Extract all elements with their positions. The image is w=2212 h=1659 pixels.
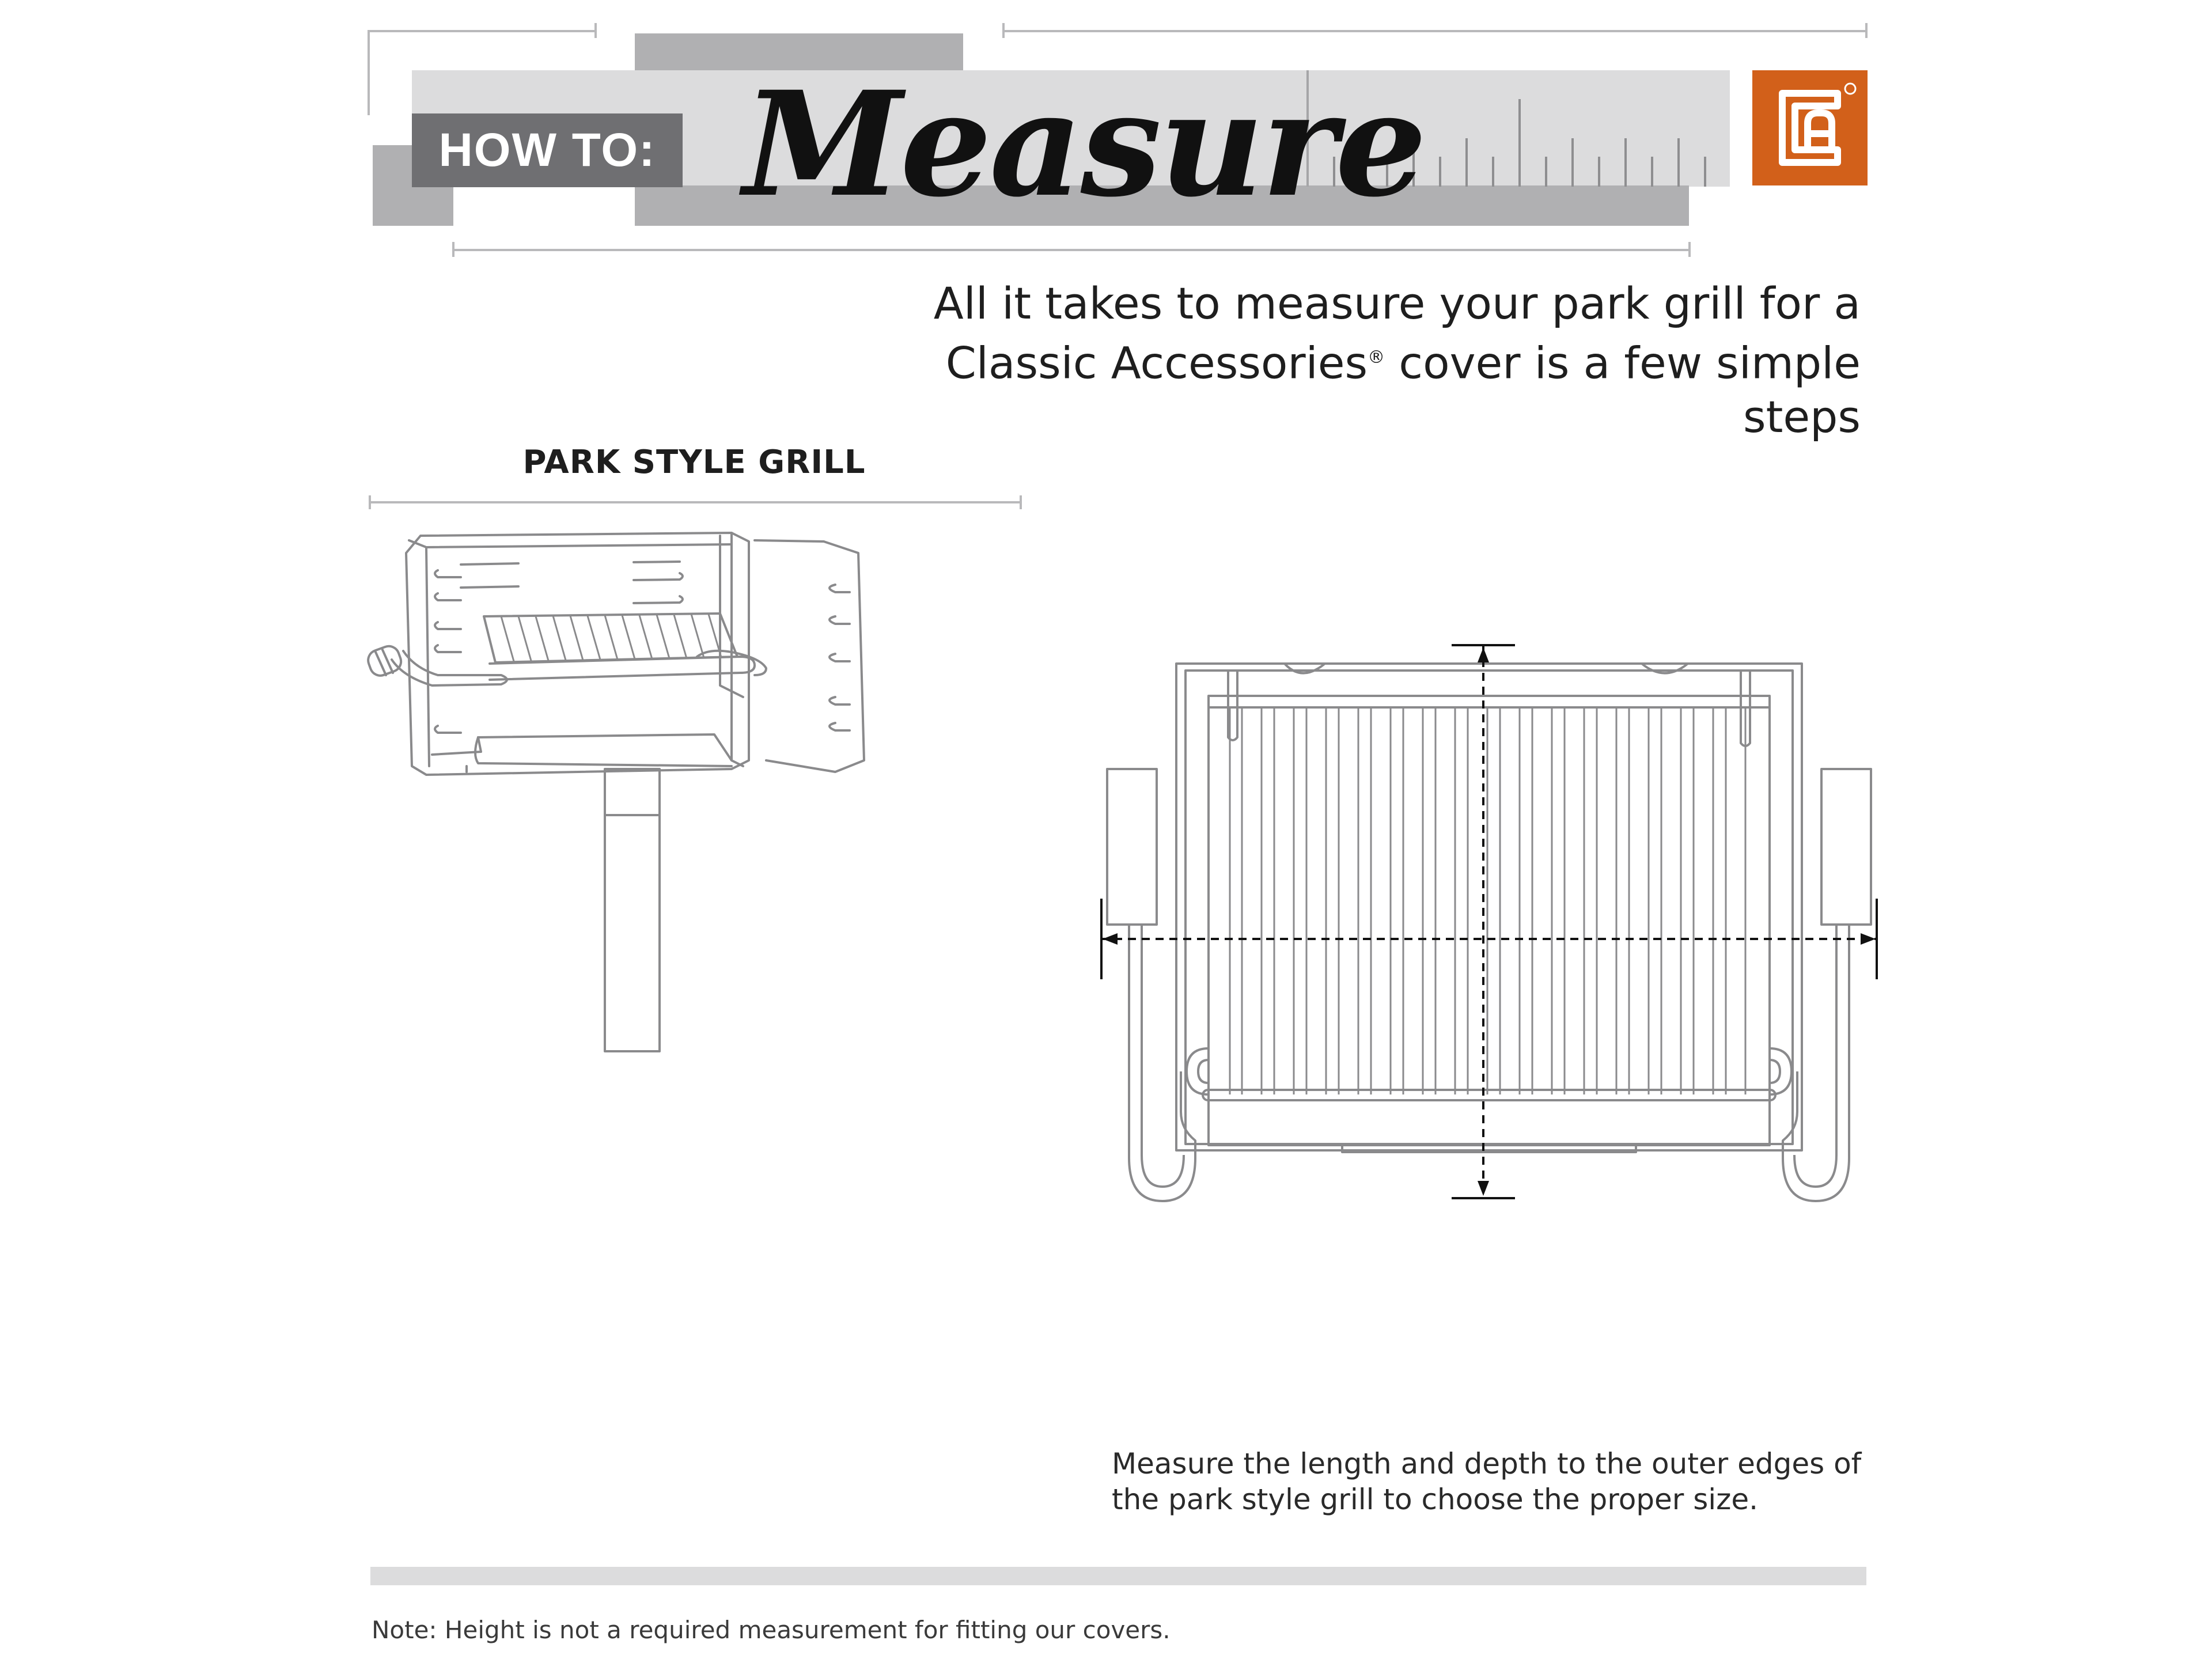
registered-mark: ®	[1368, 347, 1385, 368]
intro-line-2-brand: Classic Accessories	[945, 337, 1368, 389]
header-guide-line-bottom	[452, 249, 1691, 251]
header-guide-tick-top-left-end	[594, 23, 597, 38]
section-title-rule-tick-left	[369, 495, 371, 509]
howto-label: HOW TO:	[412, 113, 683, 187]
park-grill-top-view-icon	[1100, 645, 1878, 1221]
section-title-rule	[369, 501, 1022, 503]
instructions-text: Measure the length and depth to the outer edges of the park style grill to choose the proper size.	[1112, 1447, 1862, 1516]
footer-note: Note: Height is not a required measurement for fitting our covers.	[372, 1616, 1171, 1644]
header-guide-line-top-left	[368, 30, 596, 32]
intro-text	[864, 276, 1861, 444]
intro-line-2	[864, 331, 1861, 444]
footer-divider	[370, 1567, 1866, 1585]
intro-line-2-rest: cover is a few simple steps	[1385, 337, 1861, 443]
classic-accessories-logo-icon	[1752, 70, 1868, 185]
park-grill-perspective-icon	[363, 524, 939, 1066]
header-guide-tick-bottom-right	[1688, 242, 1691, 257]
section-title: PARK STYLE GRILL	[522, 444, 866, 481]
header-guide-tick-bottom-left	[452, 242, 454, 257]
header-guide-line-top-right	[1002, 30, 1866, 32]
title-script: Measure	[743, 59, 1425, 229]
section-title-rule-tick-right	[1020, 495, 1022, 509]
header-guide-tick-left	[368, 30, 370, 115]
header-guide-tick-top-right-b	[1865, 23, 1868, 38]
intro-line-1: All it takes to measure your park grill for a	[933, 278, 1861, 329]
header-guide-tick-top-right-a	[1002, 23, 1005, 38]
